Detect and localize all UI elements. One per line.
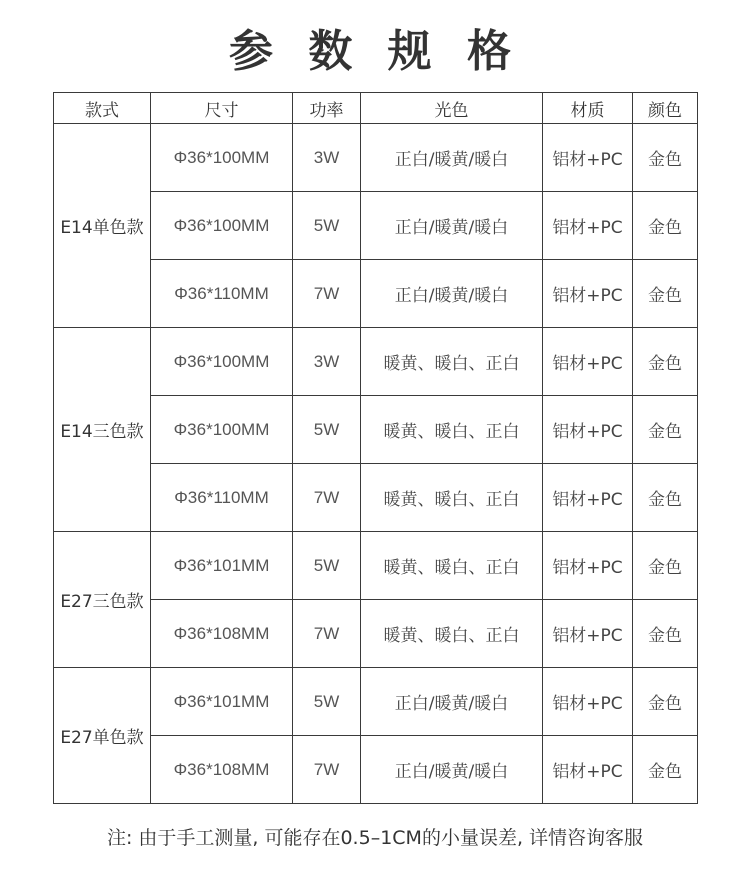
table-row (54, 396, 698, 464)
power-cell: 5W (293, 396, 361, 464)
table-row (54, 328, 698, 396)
power-cell: 5W (293, 668, 361, 736)
color-cell: 金色 (633, 532, 698, 600)
color-cell: 金色 (633, 260, 698, 328)
table-row (54, 464, 698, 532)
size-cell: Φ36*100MM (151, 192, 293, 260)
light-color-cell: 暖黄、暖白、正白 (361, 464, 543, 532)
table-row (54, 124, 698, 192)
material-cell: 铝材+PC (543, 464, 633, 532)
power-cell: 7W (293, 736, 361, 804)
power-cell: 7W (293, 464, 361, 532)
light-color-cell: 正白/暖黄/暖白 (361, 192, 543, 260)
size-cell: Φ36*110MM (151, 464, 293, 532)
color-cell: 金色 (633, 736, 698, 804)
table-row (54, 600, 698, 668)
material-cell: 铝材+PC (543, 396, 633, 464)
header-power: 功率 (293, 93, 361, 124)
model-cell: E14三色款 (54, 328, 151, 532)
color-cell: 金色 (633, 600, 698, 668)
header-light-color: 光色 (361, 93, 543, 124)
material-cell: 铝材+PC (543, 124, 633, 192)
spec-table-body (54, 93, 698, 804)
model-cell: E14单色款 (54, 124, 151, 328)
table-row (54, 260, 698, 328)
material-cell: 铝材+PC (543, 532, 633, 600)
size-cell: Φ36*100MM (151, 124, 293, 192)
page-title: 参 数 规 格 (229, 26, 521, 77)
color-cell: 金色 (633, 328, 698, 396)
power-cell: 7W (293, 260, 361, 328)
measurement-note: 注: 由于手工测量, 可能存在0.5–1CM的小量误差, 详情咨询客服 (106, 827, 644, 849)
color-cell: 金色 (633, 124, 698, 192)
material-cell: 铝材+PC (543, 600, 633, 668)
power-cell: 3W (293, 124, 361, 192)
power-cell: 7W (293, 600, 361, 668)
material-cell: 铝材+PC (543, 192, 633, 260)
light-color-cell: 暖黄、暖白、正白 (361, 396, 543, 464)
table-row (54, 532, 698, 600)
table-header-row (54, 93, 698, 124)
material-cell: 铝材+PC (543, 668, 633, 736)
light-color-cell: 正白/暖黄/暖白 (361, 736, 543, 804)
power-cell: 3W (293, 328, 361, 396)
size-cell: Φ36*108MM (151, 600, 293, 668)
header-size: 尺寸 (151, 93, 293, 124)
spec-table (53, 92, 698, 804)
model-cell: E27三色款 (54, 532, 151, 668)
light-color-cell: 正白/暖黄/暖白 (361, 260, 543, 328)
light-color-cell: 暖黄、暖白、正白 (361, 600, 543, 668)
size-cell: Φ36*101MM (151, 532, 293, 600)
light-color-cell: 正白/暖黄/暖白 (361, 668, 543, 736)
size-cell: Φ36*100MM (151, 396, 293, 464)
color-cell: 金色 (633, 396, 698, 464)
table-row (54, 736, 698, 804)
power-cell: 5W (293, 532, 361, 600)
size-cell: Φ36*110MM (151, 260, 293, 328)
size-cell: Φ36*108MM (151, 736, 293, 804)
light-color-cell: 正白/暖黄/暖白 (361, 124, 543, 192)
color-cell: 金色 (633, 464, 698, 532)
color-cell: 金色 (633, 192, 698, 260)
material-cell: 铝材+PC (543, 328, 633, 396)
size-cell: Φ36*101MM (151, 668, 293, 736)
light-color-cell: 暖黄、暖白、正白 (361, 532, 543, 600)
header-color: 颜色 (633, 93, 698, 124)
table-row (54, 192, 698, 260)
material-cell: 铝材+PC (543, 736, 633, 804)
power-cell: 5W (293, 192, 361, 260)
header-model: 款式 (54, 93, 151, 124)
model-cell: E27单色款 (54, 668, 151, 804)
light-color-cell: 暖黄、暖白、正白 (361, 328, 543, 396)
size-cell: Φ36*100MM (151, 328, 293, 396)
color-cell: 金色 (633, 668, 698, 736)
header-material: 材质 (543, 93, 633, 124)
material-cell: 铝材+PC (543, 260, 633, 328)
table-row (54, 668, 698, 736)
